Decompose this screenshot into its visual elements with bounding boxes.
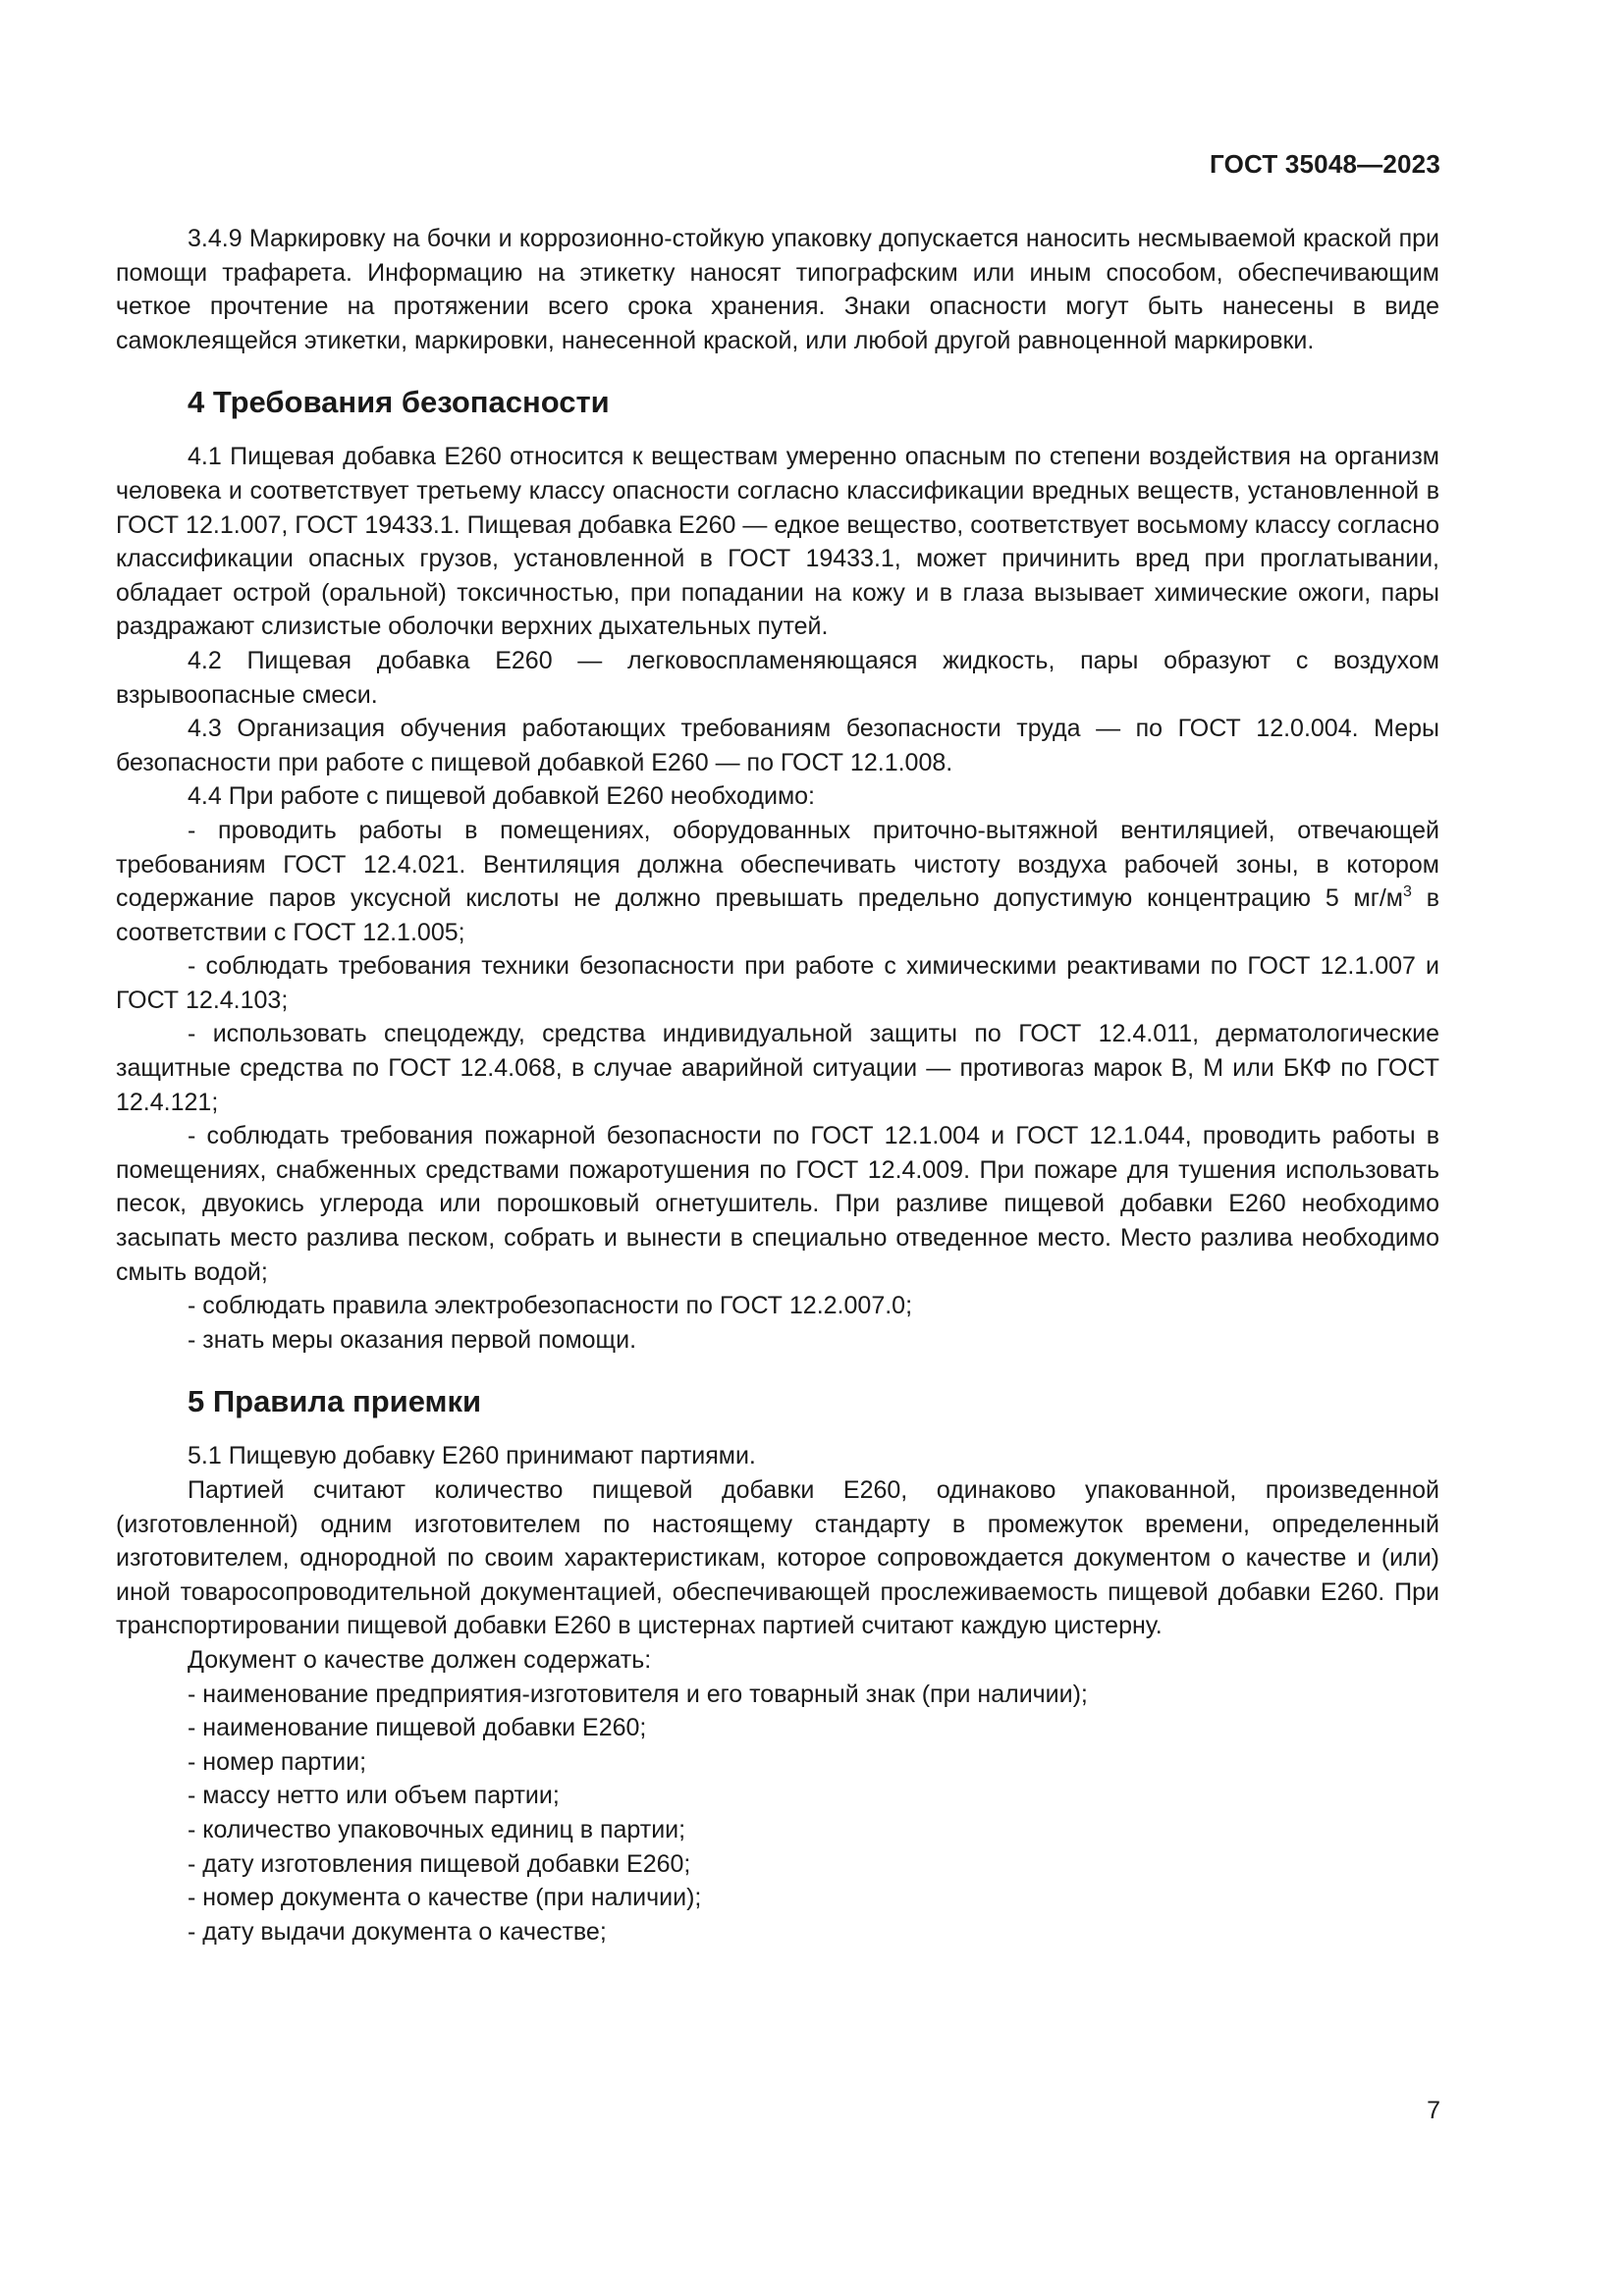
list-item-ventilation-tail: в соответствии с ГОСТ 12.1.005; (116, 884, 1439, 946)
paragraph-4-1: 4.1 Пищевая добавка Е260 относится к веществам умеренно опасным по степени воздействия на организм человека и соответствует третьему классу опасности согласно классификации вредных веществ, установленной в ГОСТ 12.1.007, ГОСТ 19433.1. Пищевая добавка Е260 — едкое вещество, соответствует восьмому классу согласно классификации опасных грузов, установленной в ГОСТ 19433.1, может причинить вред при проглатывании, обладает острой (оральной) токсичностью, при попадании на кожу и в глаза вызывает химические ожоги, пары раздражают слизистые оболочки верхних дыхательных путей. (116, 443, 1439, 641)
list-item-electrical-safety: - соблюдать правила электробезопасности по ГОСТ 12.2.007.0; (188, 1292, 913, 1320)
list-item-chemical-safety: - соблюдать требования техники безопасности при работе с химическими реактивами по ГОСТ 12.1.007 и ГОСТ 12.4.103; (116, 952, 1439, 1014)
paragraph-quality-document: Документ о качестве должен содержать: (188, 1645, 652, 1674)
list-item-ventilation-text: - проводить работы в помещениях, оборудованных приточно-вытяжной вентиляцией, отвечающей требованиям ГОСТ 12.4.021. Вентиляция должна обеспечивать чистоту воздуха рабочей зоны, в котором содержание паров уксусной кислоты не должно превышать предельно допустимую концентрацию 5 мг/м (116, 816, 1439, 913)
list-item: - дату изготовления пищевой добавки Е260; (188, 1849, 691, 1878)
list-item: - наименование пищевой добавки Е260; (188, 1714, 647, 1742)
quality-document-list (116, 1678, 1439, 1949)
cubic-superscript: 3 (1403, 883, 1412, 901)
paragraph-4-2: 4.2 Пищевая добавка Е260 — легковоспламеняющаяся жидкость, пары образуют с воздухом взрывоопасные смеси. (116, 646, 1439, 709)
paragraph-4-3: 4.3 Организация обучения работающих требованиям безопасности труда — по ГОСТ 12.0.004. Меры безопасности при работе с пищевой добавкой Е260 — по ГОСТ 12.1.008. (116, 715, 1439, 776)
list-item: - массу нетто или объем партии; (188, 1782, 560, 1810)
document-body (116, 222, 1439, 1949)
list-item: - дату выдачи документа о качестве; (188, 1917, 607, 1946)
list-item-first-aid: - знать меры оказания первой помощи. (188, 1325, 637, 1354)
list-item: - номер документа о качестве (при наличии); (188, 1884, 702, 1912)
page-number: 7 (1427, 2097, 1440, 2124)
list-item-protective-gear: - использовать спецодежду, средства индивидуальной защиты по ГОСТ 12.4.011, дерматологические защитные средства по ГОСТ 12.4.068, в случае аварийной ситуации — противогаз марок В, М или БКФ по ГОСТ 12.4.121; (116, 1020, 1439, 1116)
paragraph-batch-definition: Партией считают количество пищевой добавки Е260, одинаково упакованной, произведенной (изготовленной) одним изготовителем по настоящему стандарту в промежуток времени, определенный изготовителем, однородной по своим характеристикам, которое сопровождается документом о качестве и (или) иной товаросопроводительной документацией, обеспечивающей прослеживаемость пищевой добавки Е260. При транспортировании пищевой добавки Е260 в цистернах партией считают каждую цистерну. (116, 1476, 1439, 1640)
list-item: - наименование предприятия-изготовителя и его товарный знак (при наличии); (188, 1680, 1088, 1708)
list-item: - количество упаковочных единиц в партии; (188, 1815, 686, 1843)
paragraph-3-4-9: 3.4.9 Маркировку на бочки и коррозионно-стойкую упаковку допускается наносить несмываемой краской при помощи трафарета. Информацию на этикетку наносят типографским или иным способом, обеспечивающим четкое прочтение на протяжении всего срока хранения. Знаки опасности могут быть нанесены в виде самоклеящейся этикетки, маркировки, нанесенной краской, или любой другой равноценной маркировки. (116, 225, 1439, 354)
section-4-title: 4 Требования безопасности (188, 385, 610, 420)
list-item: - номер партии; (188, 1747, 367, 1776)
paragraph-4-4: 4.4 При работе с пищевой добавкой Е260 необходимо: (188, 782, 815, 811)
standard-code-header: ГОСТ 35048—2023 (1210, 149, 1440, 179)
list-item-fire-safety: - соблюдать требования пожарной безопасности по ГОСТ 12.1.004 и ГОСТ 12.1.044, проводить работы в помещениях, снабженных средствами пожаротушения по ГОСТ 12.4.009. При пожаре для тушения использовать песок, двуокись углерода или порошковый огнетушитель. При разливе пищевой добавки Е260 необходимо засыпать место разлива песком, собрать и вынести в специально отведенное место. Место разлива необходимо смыть водой; (116, 1122, 1439, 1286)
list-item-ventilation (116, 814, 1439, 949)
section-5-title: 5 Правила приемки (188, 1384, 482, 1419)
paragraph-5-1: 5.1 Пищевую добавку Е260 принимают партиями. (188, 1442, 756, 1470)
